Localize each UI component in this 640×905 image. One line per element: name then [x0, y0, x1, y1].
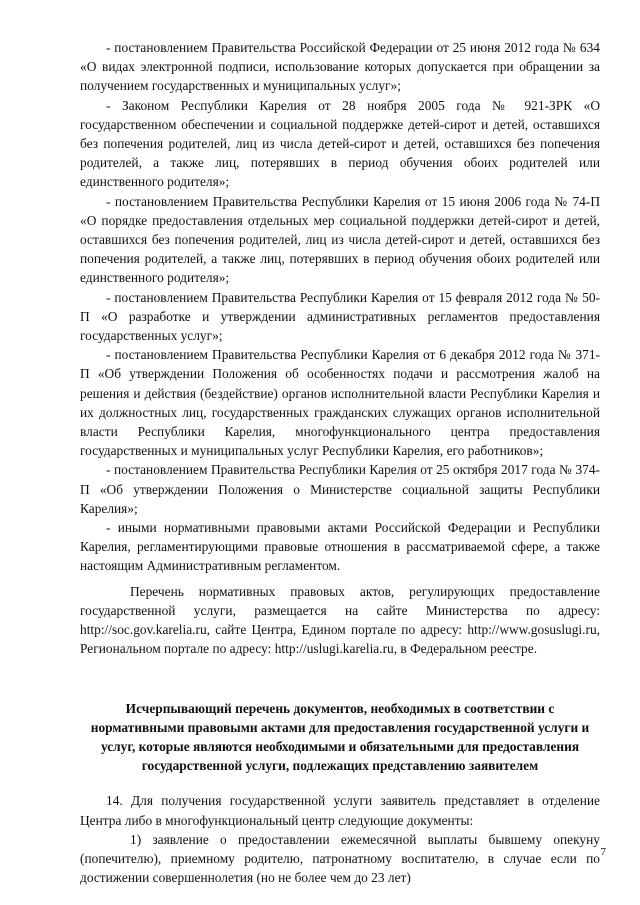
spacer [80, 775, 600, 791]
paragraph-14-item-1: 1) заявление о предоставлении ежемесячной выплаты бывшему опекуну (попечителю), приемному родителю, патронатному воспитателю, в случае если по достижении совершеннолетия (но не более чем до 23 лет) [80, 831, 600, 886]
paragraph-decree-74: - постановлением Правительства Республики Карелия от 15 июня 2006 года № 74-П «О порядке предоставления отдельных мер социальной поддержки детей-сирот и детей, оставшихся без попечения родителей, лиц из числа детей-сирот и детей, оставшихся без попечения родителей, а также лиц, потерявших в период обучения обоих родителей или единственного родителя»; [80, 193, 600, 286]
paragraph-law-921: - Законом Республики Карелия от 28 ноября 2005 года № 921-ЗРК «О государственном обеспечении и социальной поддержке детей-сирот и детей, оставшихся без попечения родителей, лиц из числа детей-сирот и детей, оставшихся без попечения родителей, а также лиц, потерявших в период обучения обоих родителей или единственного родителя»; [80, 97, 600, 190]
page-number: 7 [600, 846, 606, 858]
paragraph-decree-50: - постановлением Правительства Республики Карелия от 15 февраля 2012 года № 50-П «О разработке и утверждении административных регламентов предоставления государственных услуг»; [80, 289, 600, 344]
paragraph-other-acts: - иными нормативными правовыми актами Российской Федерации и Республики Карелия, регламентирующими правовые отношения в рассматриваемой сфере, а также настоящим Административным регламентом. [80, 520, 600, 574]
section-heading: Исчерпывающий перечень документов, необходимых в соответствии с нормативными правовыми актами для предоставления государственной услуги и услуг, которые являются необходимыми и обязательными для предоставления государственной услуги, подлежащих представлению заявителем [90, 700, 590, 774]
paragraph-14: 14. Для получения государственной услуги заявитель представляет в отделение Центра либо в многофункциональный центр следующие документы: [80, 793, 600, 828]
paragraph-decree-371: - постановлением Правительства Республики Карелия от 6 декабря 2012 года № 371-П «Об утверждении Положения об особенностях подачи и рассмотрения жалоб на решения и действия (бездействие) органов исполнительной власти Республики Карелия и их должностных лиц, государственных гражданских служащих органов исполнительной власти Республики Карелия, многофункционального центра предоставления государственных и муниципальных услуг Республики Карелия, его работников»; [80, 347, 600, 459]
paragraph-decree-374: - постановлением Правительства Республики Карелия от 25 октября 2017 года № 374-П «Об утверждении Положения о Министерстве социальной защиты Республики Карелия»; [80, 462, 600, 516]
paragraph-decree-634: - постановлением Правительства Российской Федерации от 25 июня 2012 года № 634 «О видах электронной подписи, использование которых допускается при обращении за получением государственных и муниципальных услуг»; [80, 40, 600, 94]
paragraph-acts-list: Перечень нормативных правовых актов, регулирующих предоставление государственной услуги, размещается на сайте Министерства по адресу: http://soc.gov.karelia.ru, сайте Центра, Едином портале по адресу: http://www.gosuslugi.ru, Региональном портале по адресу: http://uslugi.karelia.ru, в Федеральном реестре. [80, 583, 600, 657]
document-body [80, 38, 600, 887]
